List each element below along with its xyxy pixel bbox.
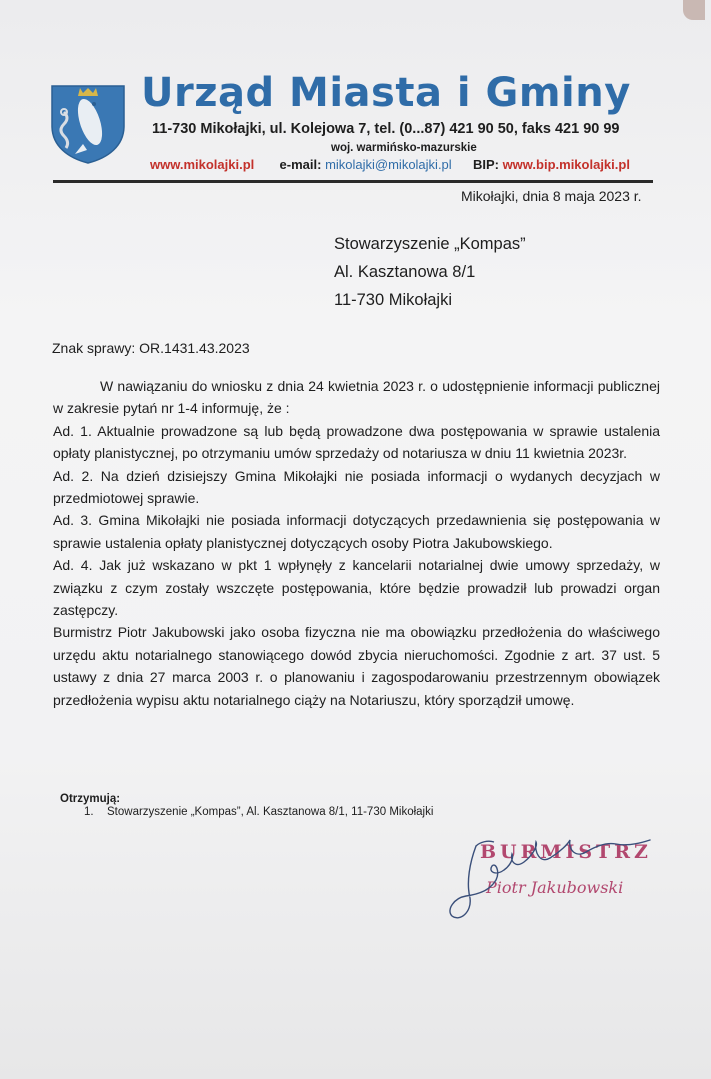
closing-paragraph: Burmistrz Piotr Jakubowski jako osoba fizyczna nie ma obowiązku przedłożenia do właściwego urzędu aktu notarialnego stanowiącego dowód zbycia nieruchomości. Zgodnie z art. 37 ust. 5 ustawy z dnia 27 marca 2003 r. o planowaniu i zagospodarowaniu przestrzennym obowiązek przedłożenia wypisu aktu notarialnego ciąży na Notariuszu, który sporządził umowę. (53, 624, 660, 708)
corner-mark (683, 0, 705, 20)
list-item (84, 806, 433, 818)
receivers-title: Otrzymują: (60, 793, 121, 805)
header-divider (53, 180, 653, 183)
recipient-address (334, 230, 526, 314)
voivodeship: woj. warmińsko-mazurskie (331, 142, 477, 154)
website-link[interactable]: www.mikolajki.pl (150, 157, 255, 172)
letter-date: Mikołajki, dnia 8 maja 2023 r. (461, 188, 642, 204)
answer-3: Ad. 3. Gmina Mikołajki nie posiada informacji dotyczących przedawnienia się postępowania w sprawie ustalenia opłaty planistycznej dotyczących osoby Piotra Jakubowskiego. (53, 512, 660, 551)
recipient-street: Al. Kasztanowa 8/1 (334, 263, 476, 281)
email-label: e-mail: (279, 157, 322, 172)
list-item-text: Stowarzyszenie „Kompas”, Al. Kasztanowa 8/1, 11-730 Mikołajki (107, 806, 434, 818)
stamp-name: Piotr Jakubowski (486, 878, 624, 897)
contact-row (150, 157, 650, 172)
intro-paragraph: W nawiązaniu do wniosku z dnia 24 kwietnia 2023 r. o udostępnienie informacji publicznej w zakresie pytań nr 1-4 informuję, że : (53, 378, 660, 417)
office-address: 11-730 Mikołajki, ul. Kolejowa 7, tel. (0...87) 421 90 50, faks 421 90 99 (152, 121, 620, 137)
answer-2: Ad. 2. Na dzień dzisiejszy Gmina Mikołajki nie posiada informacji o wydanych decyzjach w przedmiotowej sprawie. (53, 467, 660, 507)
office-name: Urząd Miasta i Gminy (141, 70, 631, 116)
recipient-city: 11-730 Mikołajki (334, 291, 452, 309)
letter-body (53, 375, 660, 711)
bip-link[interactable]: www.bip.mikolajki.pl (502, 157, 630, 172)
email-link[interactable]: mikolajki@mikolajki.pl (325, 157, 452, 172)
bip-label: BIP: (472, 157, 499, 172)
recipient-name: Stowarzyszenie „Kompas” (334, 235, 526, 253)
stamp-title: BURMISTRZ (480, 841, 652, 863)
coat-of-arms-fish-icon (50, 82, 126, 164)
answer-1: Ad. 1. Aktualnie prowadzone są lub będą prowadzone dwa postępowania w sprawie ustalenia opłaty planistycznej, po otrzymaniu umów sprzedaży od notariusza w dniu 11 kwietnia 2023r. (53, 422, 660, 462)
list-item-number: 1. (84, 806, 94, 818)
answer-4: Ad. 4. Jak już wskazano w pkt 1 wpłynęły z kancelarii notarialnej dwie umowy sprzedaży, w związku z czym zostały wszczęte postępowania, które będzie prowadził lub prowadzi organ zastępczy. (53, 557, 660, 619)
case-reference: Znak sprawy: OR.1431.43.2023 (52, 340, 250, 356)
signature-scribble (440, 832, 660, 932)
